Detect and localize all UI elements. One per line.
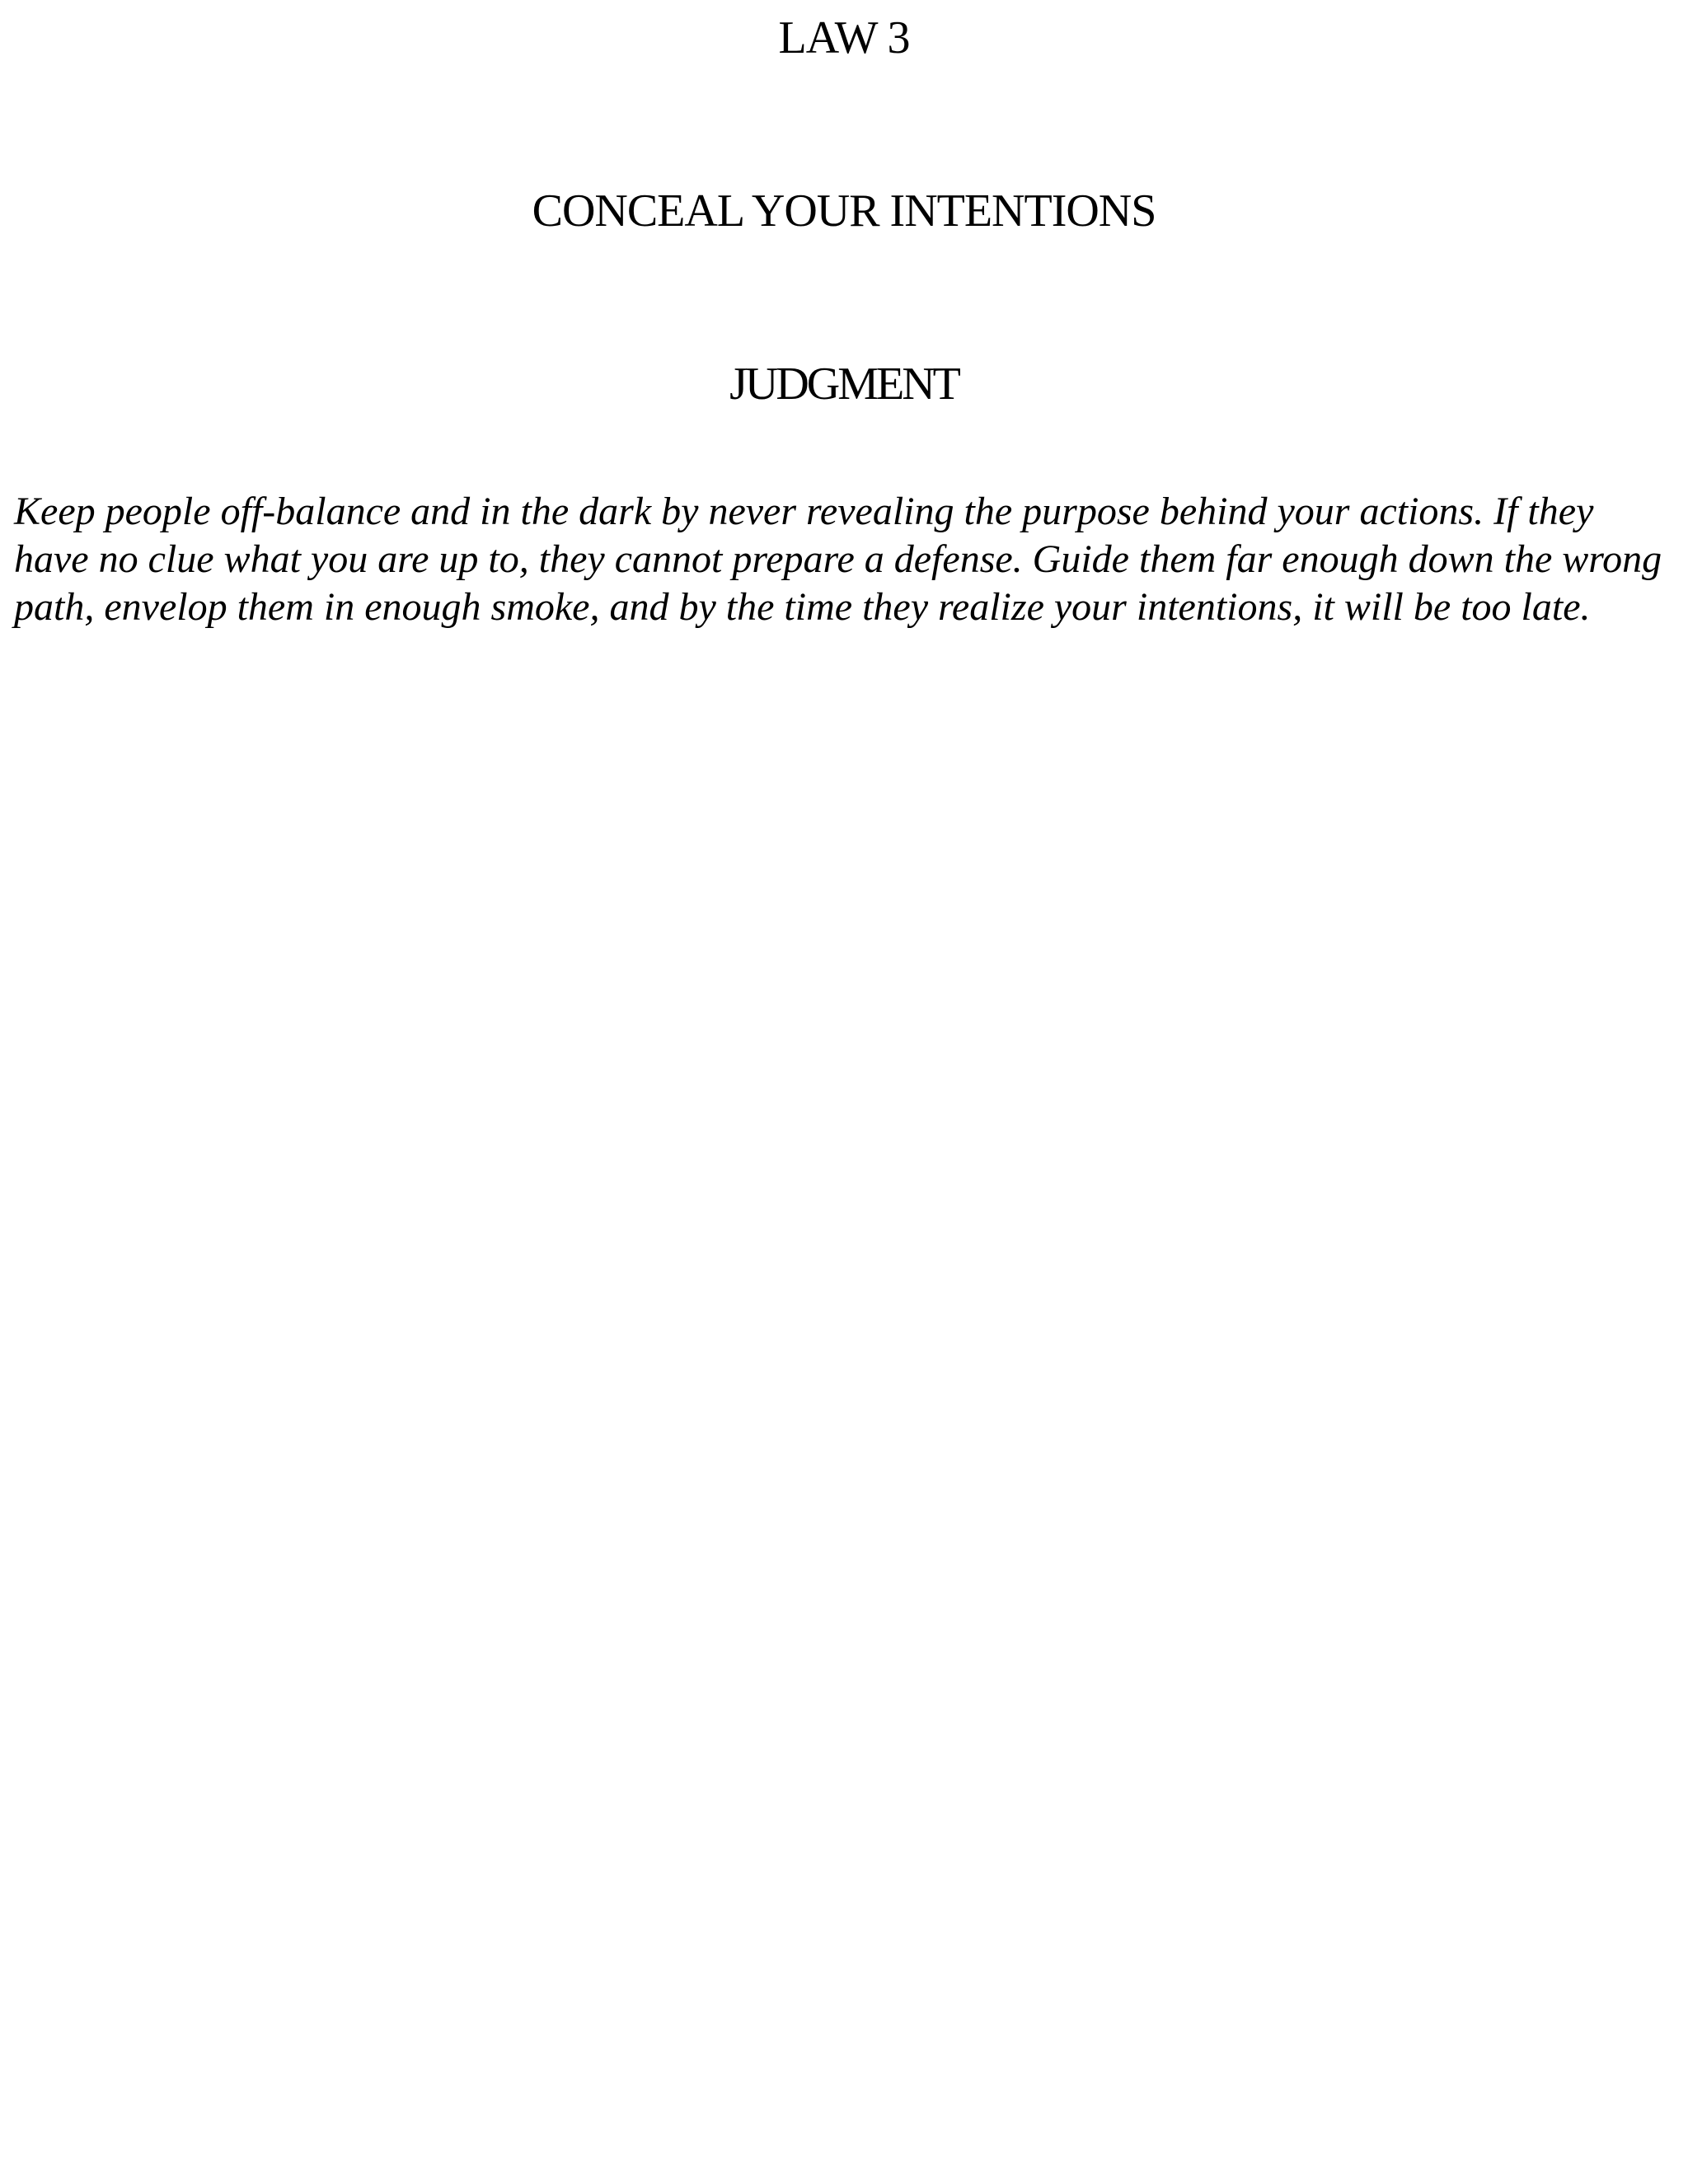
law-number-heading: LAW 3 — [778, 12, 910, 63]
law-title-heading: CONCEAL YOUR INTENTIONS — [532, 185, 1156, 237]
judgment-paragraph: Keep people off-balance and in the dark by never revealing the purpose behind your actions. If they have no clue what you are up to, they cannot prepare a defense. Guide them far enough down the wrong path, envelop them in enough smoke, and by the time they realize your intentions, it will be too late. — [14, 490, 1662, 629]
judgment-heading: JUDGMENT — [729, 359, 959, 410]
